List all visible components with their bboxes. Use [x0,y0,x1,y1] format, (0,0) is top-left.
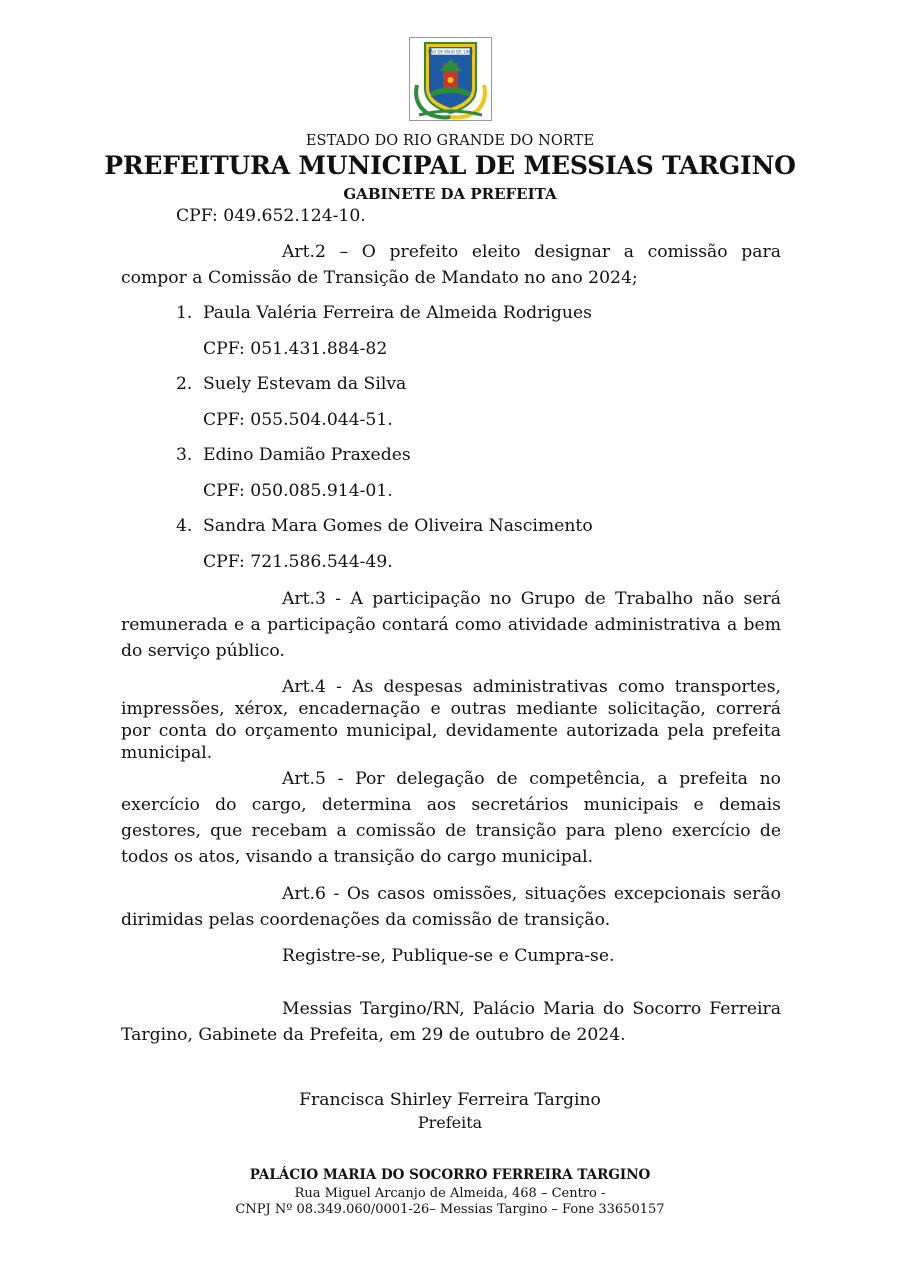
member-name: Sandra Mara Gomes de Oliveira Nascimento [203,516,593,536]
municipal-crest-icon [409,37,492,121]
office-subtitle: GABINETE DA PREFEITA [343,185,557,203]
member-cpf: CPF: 050.085.914-01. [203,481,393,501]
footer-cnpj: CNPJ Nº 08.349.060/0001-26– Messias Targino – Fone 33650157 [235,1202,665,1217]
signatory-name: Francisca Shirley Ferreira Targino [299,1090,601,1110]
member-name: Paula Valéria Ferreira de Almeida Rodrigues [203,303,592,323]
list-item-number: 2. [176,374,193,394]
article-2: Art.2 – O prefeito eleito designar a comissão para compor a Comissão de Transição de Mandato no ano 2024; [121,242,781,288]
member-cpf: CPF: 721.586.544-49. [203,552,393,572]
article-6: Art.6 - Os casos omissões, situações excepcionais serão dirimidas pelas coordenações da comissão de transição. [121,884,781,930]
list-item-number: 3. [176,445,193,465]
member-cpf: CPF: 051.431.884-82 [203,339,388,359]
place-and-date: Messias Targino/RN, Palácio Maria do Socorro Ferreira Targino, Gabinete da Prefeita, em 29 de outubro de 2024. [121,999,781,1045]
closing-formula: Registre-se, Publique-se e Cumpra-se. [282,946,615,966]
article-3: Art.3 - A participação no Grupo de Trabalho não será remunerada e a participação contará como atividade administrativa a bem do serviço público. [121,589,781,661]
footer-address: Rua Miguel Arcanjo de Almeida, 468 – Centro - [294,1186,606,1201]
member-cpf: CPF: 055.504.044-51. [203,410,393,430]
article-4: Art.4 - As despesas administrativas como transportes, impressões, xérox, encadernação e outras mediante solicitação, correrá por conta do orçamento municipal, devidamente autorizada pela prefeita municipal. [121,677,781,763]
state-heading: ESTADO DO RIO GRANDE DO NORTE [305,133,595,149]
signatory-role: Prefeita [417,1113,483,1132]
list-item-number: 1. [176,303,193,323]
crest-text: SÃO DE MAIO DE 1962 [427,49,474,55]
article-5: Art.5 - Por delegação de competência, a prefeita no exercício do cargo, determina aos secretários municipais e demais gestores, que recebam a comissão de transição para pleno exercício de todos os atos, visando a transição do cargo municipal. [121,769,781,867]
top-cpf: CPF: 049.652.124-10. [176,206,366,226]
page-title: PREFEITURA MUNICIPAL DE MESSIAS TARGINO [104,151,796,180]
footer-building: PALÁCIO MARIA DO SOCORRO FERREIRA TARGINO [249,1167,651,1183]
member-name: Edino Damião Praxedes [203,445,411,465]
list-item-number: 4. [176,516,193,536]
member-name: Suely Estevam da Silva [203,374,407,394]
